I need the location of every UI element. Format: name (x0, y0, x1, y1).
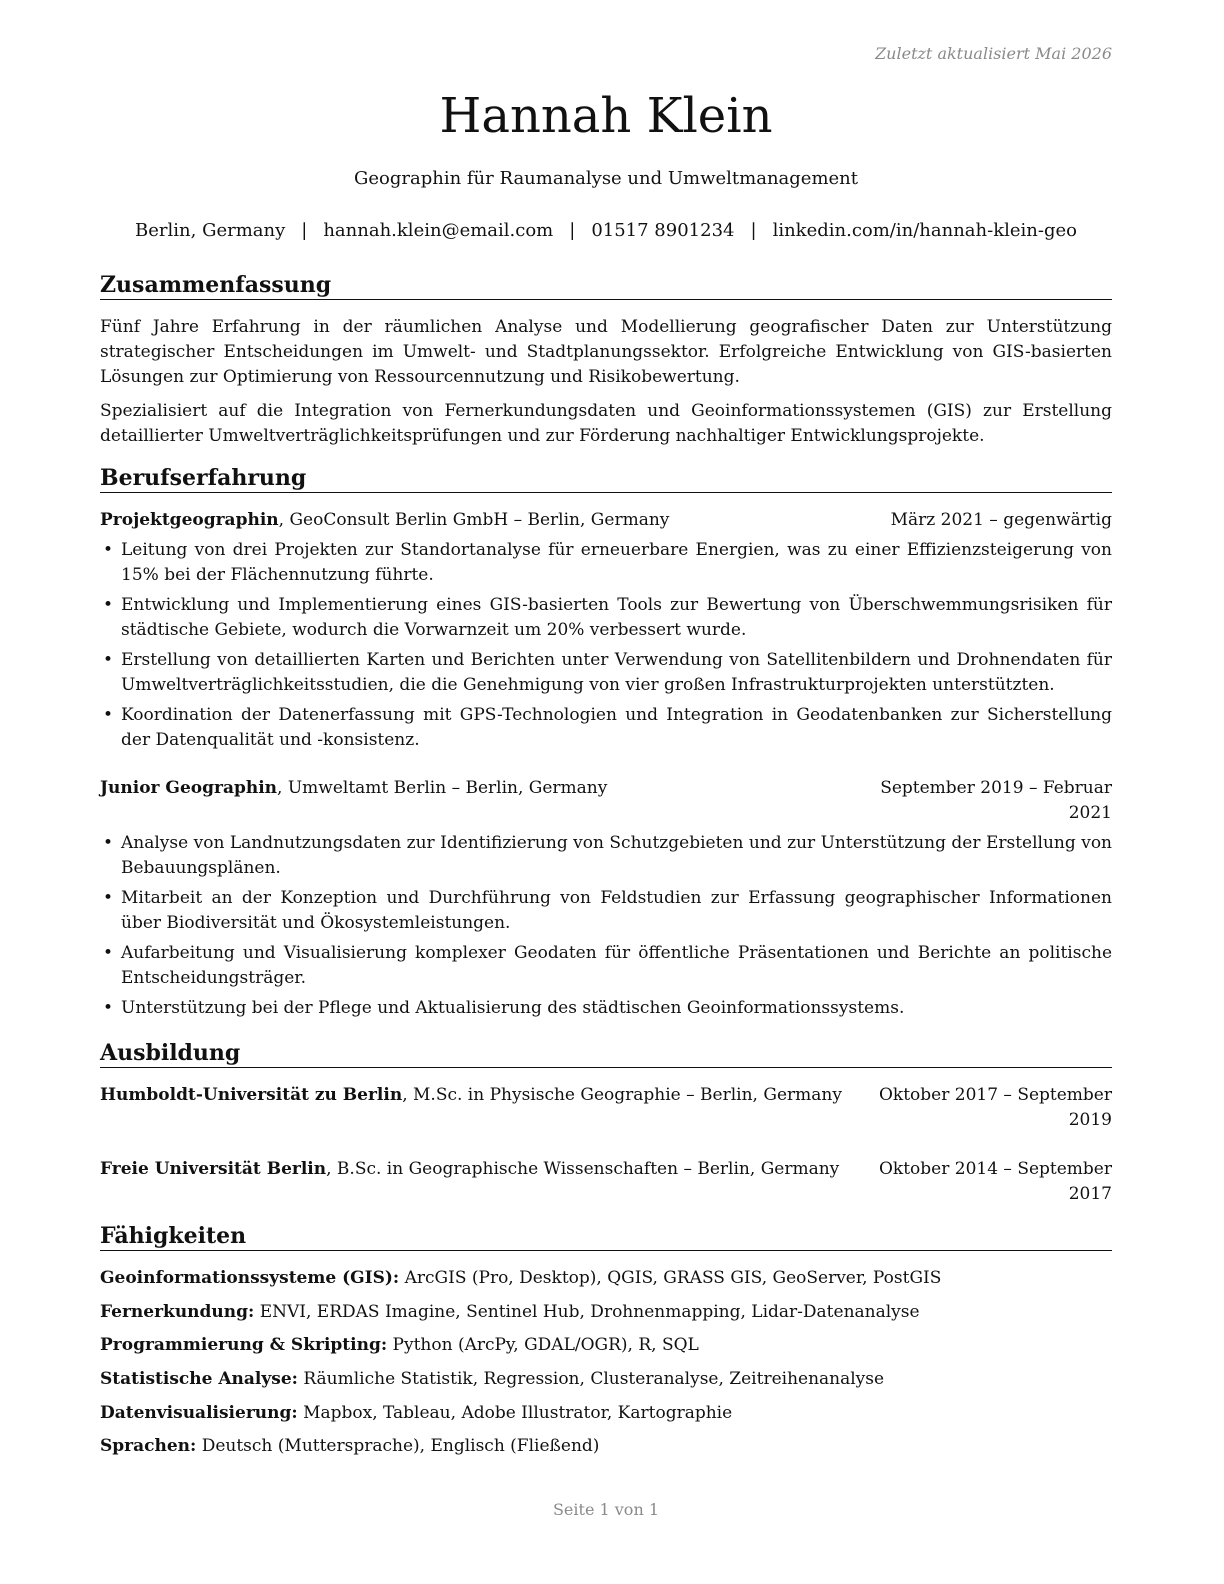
skill-label: Geoinformationssysteme (GIS): (100, 1268, 400, 1288)
list-item: • Leitung von drei Projekten zur Standortanalyse für erneuerbare Energien, was zu einer Effizienzsteigerung von 15% bei der Flächennutzung führte. (103, 540, 1112, 585)
list-item: • Mitarbeit an der Konzeption und Durchführung von Feldstudien zur Erfassung geographischer Informationen über Biodiversität und Ökosystemleistungen. (103, 888, 1112, 933)
education-school: Freie Universität Berlin (100, 1159, 327, 1179)
section-title-experience: Berufserfahrung (100, 464, 1112, 493)
education-dates: Oktober 2017 – September 2019 (878, 1085, 1112, 1130)
section-title-education: Ausbildung (100, 1039, 1112, 1068)
education-degree (100, 1157, 839, 1182)
contact-phone[interactable]: 01517 8901234 (591, 220, 735, 241)
job-title: Geographin für Raumanalyse und Umweltmanagement (353, 168, 858, 189)
summary-paragraph: Spezialisiert auf die Integration von Fernerkundungsdaten und Geoinformationssystemen (GIS) zur Erstellung detaillierter Umweltverträglichkeitsprüfungen und zur Förderung nachhaltiger Entwicklungsprojekte. (100, 401, 1112, 446)
last-updated: Zuletzt aktualisiert Mai 2026 (875, 44, 1112, 63)
contact-line (100, 219, 1112, 243)
skill-label: Datenvisualisierung: (100, 1403, 298, 1423)
bullet-icon: • (103, 540, 114, 560)
contact-linkedin[interactable]: linkedin.com/in/hannah-klein-geo (772, 220, 1077, 241)
list-item: • Unterstützung bei der Pflege und Aktualisierung des städtischen Geoinformationssystems. (100, 996, 1112, 1021)
education-detail: , B.Sc. in Geographische Wissenschaften – Berlin, Germany (326, 1159, 840, 1179)
skill-row (100, 1266, 1112, 1291)
bullet-icon: • (103, 833, 114, 853)
section-title-summary: Zusammenfassung (100, 271, 1112, 300)
skill-value: Mapbox, Tableau, Adobe Illustrator, Kartographie (297, 1403, 733, 1423)
skill-value: ArcGIS (Pro, Desktop), QGIS, GRASS GIS, GeoServer, PostGIS (399, 1268, 942, 1288)
job-employer: , GeoConsult Berlin GmbH – Berlin, Germany (278, 510, 670, 530)
job-header (100, 776, 1112, 826)
job-dates: März 2021 – gegenwärtig (890, 510, 1112, 530)
skill-label: Statistische Analyse: (100, 1369, 298, 1389)
skill-label: Programmierung & Skripting: (100, 1335, 388, 1355)
skill-row (100, 1367, 1112, 1392)
skill-value: Deutsch (Muttersprache), Englisch (Fließend) (196, 1436, 600, 1456)
bullet-icon: • (103, 595, 114, 615)
list-item: • Entwicklung und Implementierung eines GIS-basierten Tools zur Bewertung von Überschwemmungsrisiken für städtische Gebiete, wodurch die Vorwarnzeit um 20% verbessert wurde. (103, 595, 1112, 640)
education-dates: Oktober 2014 – September 2017 (878, 1159, 1112, 1204)
skill-value: Python (ArcPy, GDAL/OGR), R, SQL (387, 1335, 699, 1355)
separator: | (569, 220, 576, 241)
bullet-icon: • (103, 998, 114, 1018)
job-role: Junior Geographin (100, 778, 278, 798)
bullet-icon: • (103, 888, 114, 908)
skill-label: Fernerkundung: (100, 1302, 255, 1322)
education-detail: , M.Sc. in Physische Geographie – Berlin, Germany (402, 1085, 842, 1105)
skill-row (100, 1401, 1112, 1426)
education-degree (100, 1083, 842, 1108)
person-name: Hannah Klein (439, 88, 773, 144)
list-item: • Erstellung von detaillierten Karten und Berichten unter Verwendung von Satellitenbildern und Drohnendaten für Umweltverträglichkeitsstudien, die die Genehmigung von vier großen Infrastrukturprojekten unterstützten. (103, 650, 1112, 695)
skill-row (100, 1300, 1112, 1325)
separator: | (301, 220, 308, 241)
job-position (100, 508, 669, 533)
job-bullets (100, 538, 1112, 758)
list-item: • Aufarbeitung und Visualisierung komplexer Geodaten für öffentliche Präsentationen und Berichte an politische Entscheidungsträger. (103, 943, 1112, 988)
skill-value: ENVI, ERDAS Imagine, Sentinel Hub, Drohnenmapping, Lidar-Datenanalyse (254, 1302, 920, 1322)
job-bullets (100, 831, 1112, 1026)
skill-row (100, 1434, 1112, 1459)
summary-paragraph: Fünf Jahre Erfahrung in der räumlichen Analyse und Modellierung geografischer Daten zur Unterstützung strategischer Entscheidungen im Umwelt- und Stadtplanungssektor. Erfolgreiche Entwicklung von GIS-basierten Lösungen zur Optimierung von Ressourcennutzung und Risikobewertung. (100, 317, 1112, 387)
bullet-icon: • (103, 943, 114, 963)
separator: | (750, 220, 757, 241)
education-entry (100, 1083, 1112, 1133)
bullet-icon: • (103, 650, 114, 670)
job-employer: , Umweltamt Berlin – Berlin, Germany (277, 778, 608, 798)
job-header (100, 508, 1112, 533)
contact-email[interactable]: hannah.klein@email.com (323, 220, 554, 241)
job-role: Projektgeographin (100, 510, 279, 530)
bullet-icon: • (103, 705, 114, 725)
education-school: Humboldt-Universität zu Berlin (100, 1085, 403, 1105)
resume-page (100, 0, 1112, 1584)
section-title-skills: Fähigkeiten (100, 1222, 1112, 1251)
list-item: • Analyse von Landnutzungsdaten zur Identifizierung von Schutzgebieten und zur Unterstützung der Erstellung von Bebauungsplänen. (103, 833, 1112, 878)
job-dates: September 2019 – Februar 2021 (880, 778, 1112, 823)
contact-location: Berlin, Germany (135, 220, 286, 241)
skill-row (100, 1333, 1112, 1358)
page-number: Seite 1 von 1 (552, 1500, 660, 1519)
skill-value: Räumliche Statistik, Regression, Clusteranalyse, Zeitreihenanalyse (297, 1369, 885, 1389)
education-entry (100, 1157, 1112, 1207)
job-position (100, 776, 607, 801)
skill-label: Sprachen: (100, 1436, 197, 1456)
list-item: • Koordination der Datenerfassung mit GPS-Technologien und Integration in Geodatenbanken zur Sicherstellung der Datenqualität und -konsistenz. (103, 705, 1112, 750)
